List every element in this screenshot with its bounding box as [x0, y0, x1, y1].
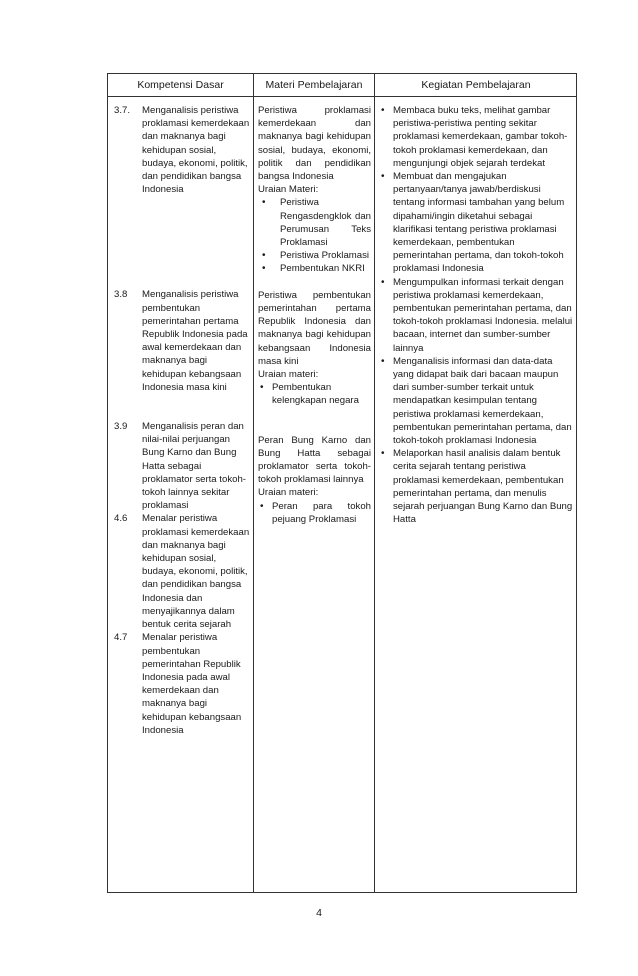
materi-block	[258, 289, 371, 408]
materi-list-item: • Pembentukan kelengkapan negara	[258, 381, 371, 407]
kompetensi-text: Menganalisis peristiwa proklamasi kemerdekaan dan maknanya bagi kehidupan sosial, budaya, ekonomi, politik, dan pendidikan bangsa Indonesia	[142, 105, 250, 196]
curriculum-table	[107, 73, 577, 893]
materi-list	[258, 196, 371, 275]
kegiatan-item: • Membuat dan mengajukan pertanyaan/tanya jawab/berdiskusi tentang informasi tambahan yang belum dipahami/ingin diketahui sebagai klarifikasi tentang peristiwa proklamasi kemerdekaan, pembentukan pemerintahan pertama, dan tokoh-tokoh proklamasi Indonesia	[379, 170, 573, 276]
materi-list	[258, 381, 371, 407]
column-divider	[374, 74, 375, 892]
materi-block	[258, 434, 371, 526]
header-materi-pembelajaran: Materi Pembelajaran	[265, 79, 363, 91]
page-number: 4	[316, 907, 322, 919]
materi-label: Uraian materi:	[258, 487, 319, 499]
kompetensi-text: Menalar peristiwa proklamasi kemerdekaan dan maknanya bagi kehidupan sosial, budaya, ekonomi, politik, dan pendidikan bangsa Indonesia dan menyajikannya dalam bentuk cerita sejarah	[142, 513, 250, 631]
kompetensi-number: 3.7.	[114, 105, 131, 116]
materi-list-item: • Peran para tokoh pejuang Proklamasi	[258, 500, 371, 526]
header-kompetensi-dasar: Kompetensi Dasar	[137, 79, 224, 91]
materi-label: Uraian Materi:	[258, 184, 319, 196]
materi-intro: Peran Bung Karno dan Bung Hatta sebagai proklamator serta tokoh-tokoh proklamasi lainnya	[258, 434, 371, 486]
kegiatan-list	[379, 104, 573, 527]
header-kegiatan-pembelajaran: Kegiatan Pembelajaran	[421, 79, 531, 91]
kompetensi-text: Menganalisis peran dan nilai-nilai perjuangan Bung Karno dan Bung Hatta sebagai proklamator serta tokoh-tokoh lainnya sekitar proklamasi	[142, 421, 246, 512]
kompetensi-text: Menganalisis peristiwa pembentukan pemerintahan pertama Republik Indonesia pada awal kemerdekaan dan maknanya bagi kehidupan kebangsaan Indonesia masa kini	[142, 289, 248, 393]
kompetensi-number: 3.9	[114, 421, 128, 433]
kegiatan-item: • Menganalisis informasi dan data-data yang didapat baik dari bacaan maupun dari sumber-sumber terkait untuk mendapatkan kesimpulan tentang peristiwa proklamasi kemerdekaan, pembentukan pemerintahan pertama, dan tokoh-tokoh proklamasi Indonesia	[379, 355, 573, 447]
kompetensi-item	[114, 288, 250, 394]
materi-label: Uraian materi:	[258, 369, 319, 381]
header-divider	[108, 96, 576, 97]
materi-block	[258, 104, 371, 276]
kegiatan-item: • Membaca buku teks, melihat gambar peristiwa-peristiwa penting sekitar proklamasi kemerdekaan, gambar tokoh-tokoh proklamasi kemerdekaan, dan mengunjungi objek sejarah terdekat	[379, 104, 573, 170]
kegiatan-item: • Mengumpulkan informasi terkait dengan peristiwa proklamasi kemerdekaan, pembentukan pemerintahan pertama, dan tokoh-tokoh proklamasi Indonesia. melalui bacaan, internet dan sumber-sumber lainnya	[379, 276, 573, 355]
kompetensi-number: 4.6	[114, 513, 128, 525]
kompetensi-column	[114, 104, 250, 737]
materi-list-item: • Pembentukan NKRI	[258, 262, 371, 275]
kompetensi-item	[114, 631, 250, 737]
materi-list	[258, 500, 371, 526]
materi-list-item: • Peristiwa Rengasdengklok dan Perumusan Teks Proklamasi	[258, 196, 371, 249]
materi-list-item: • Peristiwa Proklamasi	[258, 249, 371, 262]
materi-intro: Peristiwa pembentukan pemerintahan pertama Republik Indonesia dan maknanya bagi kehidupan kebangsaan Indonesia masa kini	[258, 289, 371, 367]
kompetensi-number: 3.8	[114, 289, 128, 301]
kegiatan-item: • Melaporkan hasil analisis dalam bentuk cerita sejarah tentang peristiwa proklamasi kemerdekaan, pembentukan pemerintahan pertama, dan menulis sejarah perjuangan Bung Karno dan Bung Hatta	[379, 447, 573, 526]
kegiatan-column	[379, 104, 573, 527]
kompetensi-number: 4.7	[114, 632, 128, 644]
column-divider	[253, 74, 254, 892]
kompetensi-item	[114, 512, 250, 631]
kompetensi-item	[114, 104, 250, 196]
kompetensi-text: Menalar peristiwa pembentukan pemerintahan Republik Indonesia pada awal kemerdekaan dan maknanya bagi kehidupan kebangsaan Indonesia	[142, 632, 242, 736]
materi-column	[258, 104, 371, 526]
materi-intro: Peristiwa proklamasi kemerdekaan dan maknanya bagi kehidupan sosial, budaya, ekonomi, politik dan pendidikan bangsa Indonesia	[258, 105, 371, 183]
kompetensi-item	[114, 420, 250, 512]
